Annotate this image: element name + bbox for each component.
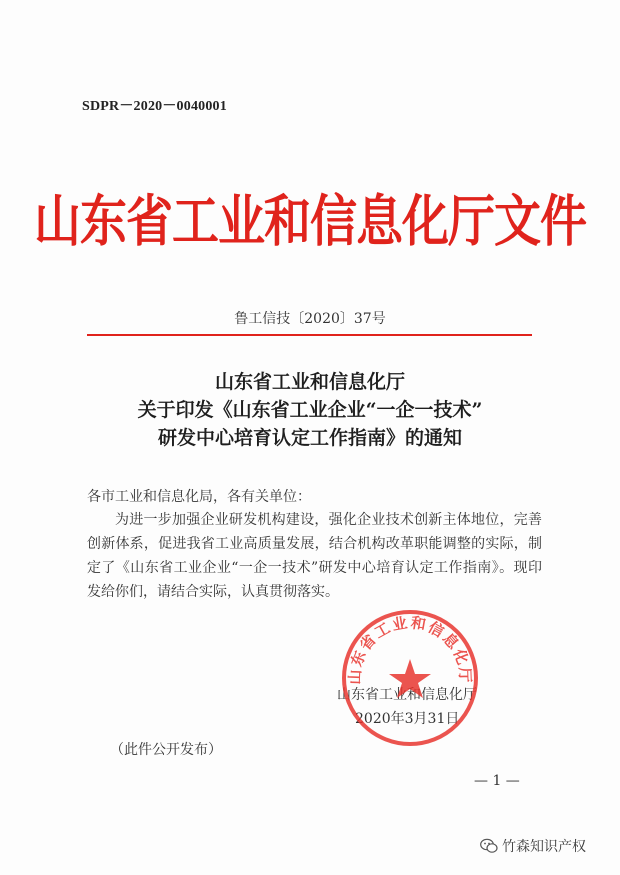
seal-star-icon (389, 659, 431, 698)
notice-title-line-3: 研发中心培育认定工作指南》的通知 (157, 427, 462, 449)
red-divider-line (87, 334, 532, 336)
signature-date: 2020年3月31日 (355, 711, 460, 727)
salutation: 各市工业和信息化局，各有关单位： (87, 489, 311, 505)
page-number: — 1 — (474, 773, 520, 789)
watermark-text: 竹森知识产权 (502, 839, 586, 855)
notice-title-line-2: 关于印发《山东省工业企业“一企一技术” (137, 399, 483, 421)
red-header-title: 山东省工业和信息化厅文件 (34, 189, 586, 255)
wechat-icon (480, 838, 498, 854)
seal-text: 山东省工业和信息化厅 (345, 613, 475, 685)
notice-title (0, 368, 620, 452)
body-paragraph: 为进一步加强企业研发机构建设，强化企业技术创新主体地位，完善创新体系，促进我省工业高质量发展，结合机构改革职能调整的实际，制定了《山东省工业企业“一企一技术”研发中心培育认定工作指南》。现印发给你们，请结合实际，认真贯彻落实。 (87, 512, 542, 600)
document-number: 鲁工信技〔2020〕37号 (234, 311, 386, 327)
signature-organization: 山东省工业和信息化厅 (337, 687, 477, 703)
document-code: SDPR－2020－0040001 (82, 99, 227, 114)
official-seal-icon (339, 607, 481, 749)
public-release-note: （此件公开发布） (110, 742, 222, 758)
notice-title-line-1: 山东省工业和信息化厅 (214, 371, 405, 393)
watermark-badge (480, 836, 586, 856)
